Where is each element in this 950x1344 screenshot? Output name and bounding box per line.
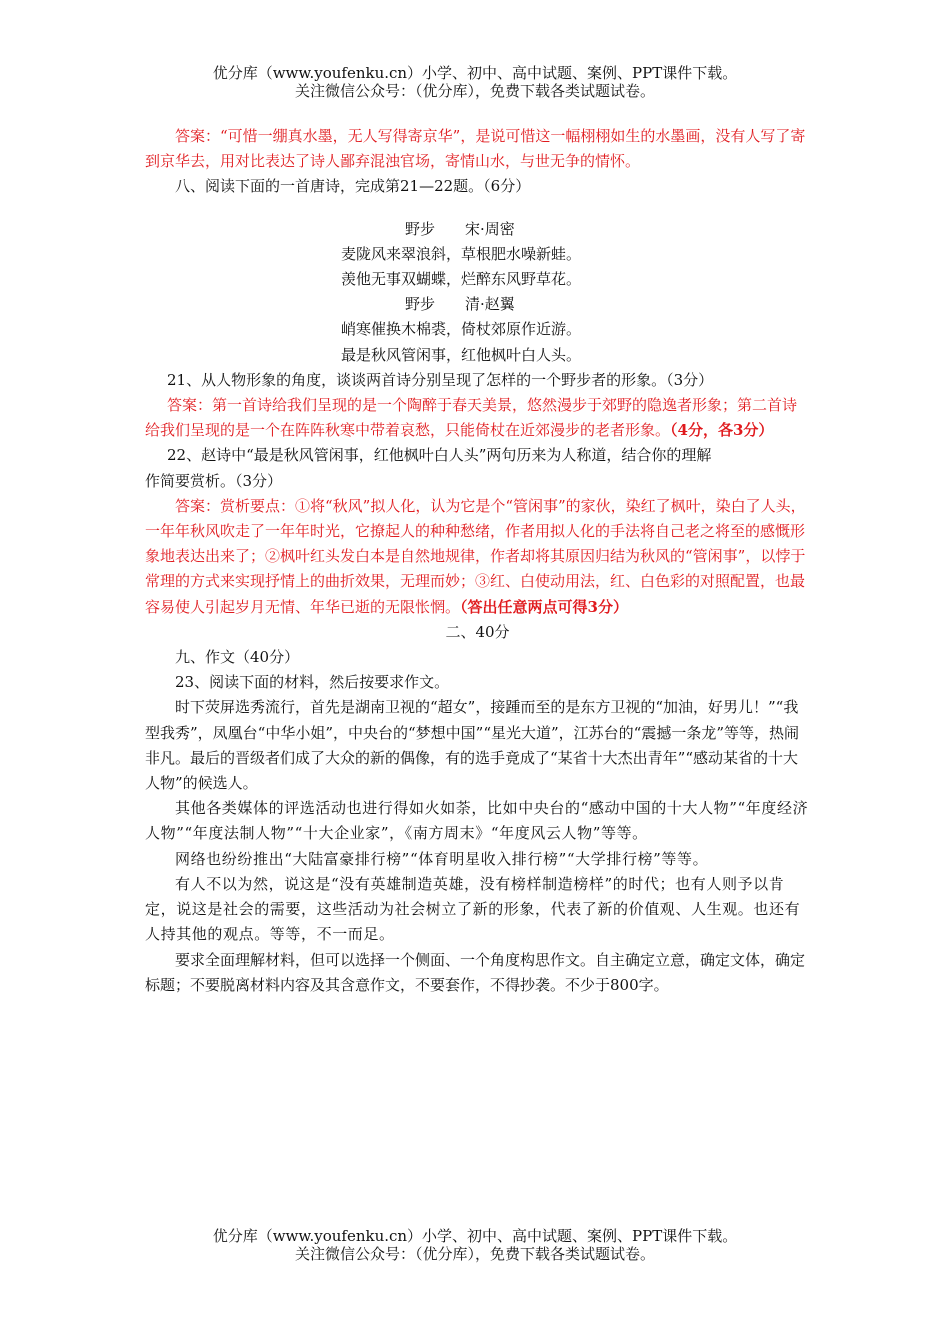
- page-footer: [0, 1227, 950, 1263]
- poem-2-title: 野步 清·赵翼: [405, 295, 515, 314]
- answer-22-score: （答出任意两点可得3分）: [460, 597, 628, 616]
- answer-21-text: 答案：第一首诗给我们呈现的是一个陶醉于春天美景，悠然漫步于郊野的隐逸者形象；第二首诗给我们呈现的是一个在阵阵秋寒中带着哀愁，只能倚杖在近郊漫步的老者形象。: [145, 396, 798, 440]
- page-header: [0, 64, 950, 100]
- poem-1-line-2: 羡他无事双蝴蝶，烂醉东风野草花。: [341, 270, 582, 289]
- material-para-1: 时下荧屏选秀流行，首先是湖南卫视的“超女”，接踵而至的是东方卫视的“加油，好男儿！”“我型我秀”，凤凰台“中华小姐”，中央台的“梦想中国”“星光大道”，江苏台的“震撼一条龙”等等，热闹非凡。最后的晋级者们成了大众的新的偶像，有的选手竟成了“某省十大杰出青年”“感动某省的十大人物”的候选人。: [145, 698, 800, 793]
- material-para-4: 有人不以为然，说这是“没有英雄制造英雄，没有榜样制造榜样”的时代；也有人则予以肯定，说这是社会的需要，这些活动为社会树立了新的形象，代表了新的价值观、人生观。也还有人持其他的观点。等等，不一而足。: [145, 874, 801, 944]
- question-22-line-2: 作简要赏析。（3分）: [145, 471, 283, 490]
- poem-1: [145, 217, 810, 293]
- footer-line-1: 优分库（www.youfenku.cn）小学、初中、高中试题、案例、PPT课件下载。: [212, 1227, 738, 1245]
- answer-22-text: 答案：赏析要点：①将“秋风”拟人化，认为它是个“管闲事”的家伙，染红了枫叶，染白了人头，一年年秋风吹走了一年年时光，它撩起人的种种愁绪，作者用拟人化的手法将自己老之将至的感慨形象地表达出来了；②枫叶红头发白本是自然地规律，作者却将其原因归结为秋风的“管闲事”，以悖于常理的方式来实现抒情上的曲折效果，无理而妙；③红、白使动用法，红、白色彩的对照配置，也最容易使人引起岁月无情、年华已逝的无限怅惘。: [145, 496, 806, 616]
- poem-2-line-1: 峭寒催换木棉裘，倚杖郊原作近游。: [341, 320, 582, 339]
- writing-requirements: 要求全面理解材料，但可以选择一个侧面、一个角度构思作文。自主确定立意，确定文体，确定标题；不要脱离材料内容及其含意作文，不要套作，不得抄袭。不少于800字。: [145, 950, 806, 994]
- section-9-heading: 九、作文（40分）: [175, 648, 300, 667]
- question-23: 23、阅读下面的材料，然后按要求作文。: [175, 673, 450, 692]
- answer-21-score: （4分，各3分）: [670, 421, 774, 440]
- part-2-title: 二、40分: [445, 622, 510, 641]
- answer-21: [145, 393, 810, 443]
- header-line-2: 关注微信公众号：（优分库），免费下载各类试题试卷。: [294, 82, 655, 100]
- header-line-1: 优分库（www.youfenku.cn）小学、初中、高中试题、案例、PPT课件下载。: [212, 64, 738, 82]
- question-21: 21、从人物形象的角度，谈谈两首诗分别呈现了怎样的一个野步者的形象。（3分）: [167, 370, 714, 389]
- question-22-line-1: 22、赵诗中“最是秋风管闲事，红他枫叶白人头”两句历来为人称道，结合你的理解: [167, 446, 712, 465]
- poem-2-line-2: 最是秋风管闲事，红他枫叶白人头。: [341, 345, 582, 364]
- section-8-heading: 八、阅读下面的一首唐诗，完成第21—22题。（6分）: [175, 177, 531, 196]
- footer-line-2: 关注微信公众号：（优分库），免费下载各类试题试卷。: [294, 1245, 655, 1263]
- material-para-3: 网络也纷纷推出“大陆富豪排行榜”“体育明星收入排行榜”“大学排行榜”等等。: [175, 849, 709, 868]
- answer-22: [145, 494, 810, 620]
- document-body: [145, 124, 810, 998]
- poem-2: [145, 292, 810, 368]
- spacer: [145, 200, 810, 217]
- answer-previous: 答案：“可惜一绷真水墨，无人写得寄京华”，是说可惜这一幅栩栩如生的水墨画，没有人写了寄到京华去，用对比表达了诗人鄙弃混浊官场，寄情山水，与世无争的情怀。: [145, 127, 806, 171]
- poem-1-line-1: 麦陇风来翠浪斜，草根肥水噪新蛙。: [341, 244, 582, 263]
- poem-1-title: 野步 宋·周密: [405, 219, 515, 238]
- material-para-2: 其他各类媒体的评选活动也进行得如火如荼，比如中央台的“感动中国的十大人物”“年度经济人物”“年度法制人物”“十大企业家”，《南方周末》“年度风云人物”等等。: [145, 799, 809, 843]
